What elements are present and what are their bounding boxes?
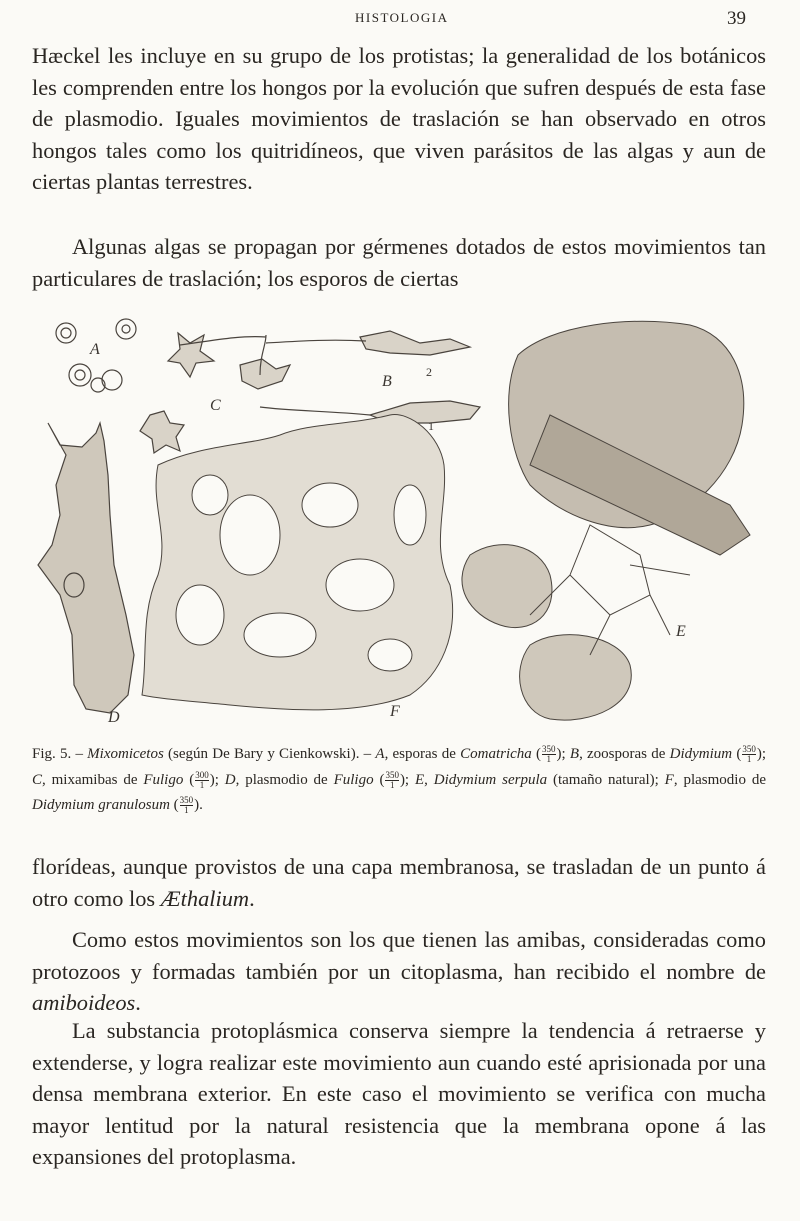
page-number: 39 <box>727 8 746 29</box>
caption-b-genus: Didymium <box>669 746 733 762</box>
figure-label-e: E <box>676 623 686 640</box>
paragraph-3-text: florídeas, aunque provistos de una capa membranosa, se trasladan de un punto á otro como los <box>32 854 766 911</box>
figure-label-d: D <box>108 709 120 726</box>
caption-e-genus: Didymium serpula <box>433 771 548 788</box>
caption-fig-label: Fig. 5. <box>32 746 72 762</box>
paragraph-3-end: . <box>249 885 255 911</box>
running-header <box>0 8 800 32</box>
plasmodium-f-drawing <box>142 415 453 710</box>
caption-e-text: (tamaño natural); <box>547 771 665 788</box>
caption-title: Mixomicetos <box>87 746 164 762</box>
paragraph-4-term: amiboideos <box>32 990 136 1015</box>
paragraph-3-genus: Æthalium <box>160 885 250 911</box>
figure-caption: Fig. 5. – Mixomicetos (según De Bary y Cienkowski). – A, esporas de Comatricha ( $\frac{350}{1}$ ); B, zoosporas de Didymium ( $\frac{350}{1}$ ); C, mixamibas de Fuligo ( $\frac{300}{1}$ ); D, plasmodio de Fuligo ( $\frac{350}{1}$ ); E, Didymium serpula (tamaño natural); F, plasmodio de Didymium granulosum ( $\frac{350}{1}$ ). <box>32 744 766 816</box>
figure-label-f: F <box>390 703 400 720</box>
paragraph-5: La substancia protoplásmica conserva siempre la tendencia á retraerse y extenderse, y logra realizar este movimiento aun cuando esté aprisionada por una densa membrana exterior. En este caso el movimiento se verifica con mucha mayor lentitud por la natural resistencia que la membrana opone á las expansiones del protoplasma. <box>32 1018 766 1169</box>
figure-label-b2: 2 <box>426 365 432 379</box>
zoospores-drawing <box>180 331 480 423</box>
paragraph-3 <box>32 851 766 914</box>
paragraph-4-end: . <box>135 990 141 1015</box>
figure-mixomicetos <box>30 315 770 735</box>
figure-illustration <box>30 315 770 735</box>
didymium-serpula-drawing <box>462 321 750 720</box>
caption-a-magnification: $\frac{350}{1}$ <box>542 744 556 765</box>
figure-label-c: C <box>210 397 221 414</box>
caption-b-letter: B <box>569 746 580 762</box>
caption-b-text: , zoosporas de <box>579 746 670 762</box>
paragraph-4 <box>32 924 766 1019</box>
paragraph-4-text: Como estos movimientos son los que tienen las amibas, consideradas como protozoos y formadas también por un citoplasma, han recibido el nombre de <box>32 927 766 984</box>
caption-d-letter: D <box>224 771 236 788</box>
caption-a-genus: Comatricha <box>460 746 532 762</box>
caption-f-letter: F <box>664 771 674 788</box>
caption-e-letter: E <box>414 771 425 788</box>
caption-c-letter: C <box>32 771 43 788</box>
caption-d-text: , plasmodio de <box>235 771 334 788</box>
caption-a-letter: A <box>375 746 385 762</box>
caption-dash: – <box>71 746 88 762</box>
running-title: HISTOLOGIA <box>355 10 449 25</box>
caption-f-text: , plasmodio de <box>673 771 766 788</box>
caption-f-genus: Didymium granulosum <box>32 797 170 813</box>
mixamoebae-drawing <box>140 333 214 453</box>
caption-b-magnification: $\frac{350}{1}$ <box>742 744 756 765</box>
caption-c-text: , mixamibas de <box>42 771 144 788</box>
figure-label-a: A <box>90 341 100 358</box>
caption-d-genus: Fuligo <box>333 771 374 788</box>
caption-source: (según De Bary y Cienkowski). – <box>163 746 376 762</box>
plasmodium-d-drawing <box>38 423 134 713</box>
paragraph-1: Hæckel les incluye en su grupo de los protistas; la generalidad de los botánicos les comprenden entre los hongos por la evolución que sufren después de esta fase de plasmodio. Iguales movimientos de traslación se han observado en otros hongos tales como los quitridíneos, que viven parásitos de las algas y aun de ciertas plantas terrestres. <box>32 43 766 194</box>
caption-d-magnification: $\frac{350}{1}$ <box>385 769 399 790</box>
caption-c-magnification: $\frac{300}{1}$ <box>195 769 209 790</box>
figure-label-b: B <box>382 373 392 390</box>
caption-c-genus: Fuligo <box>143 771 184 788</box>
caption-f-magnification: $\frac{350}{1}$ <box>179 795 194 816</box>
paragraph-2: Algunas algas se propagan por gérmenes dotados de estos movimientos tan particulares de traslación; los esporos de ciertas <box>32 234 766 291</box>
caption-a-text: , esporas de <box>384 746 461 762</box>
figure-label-1: 1 <box>428 419 434 433</box>
